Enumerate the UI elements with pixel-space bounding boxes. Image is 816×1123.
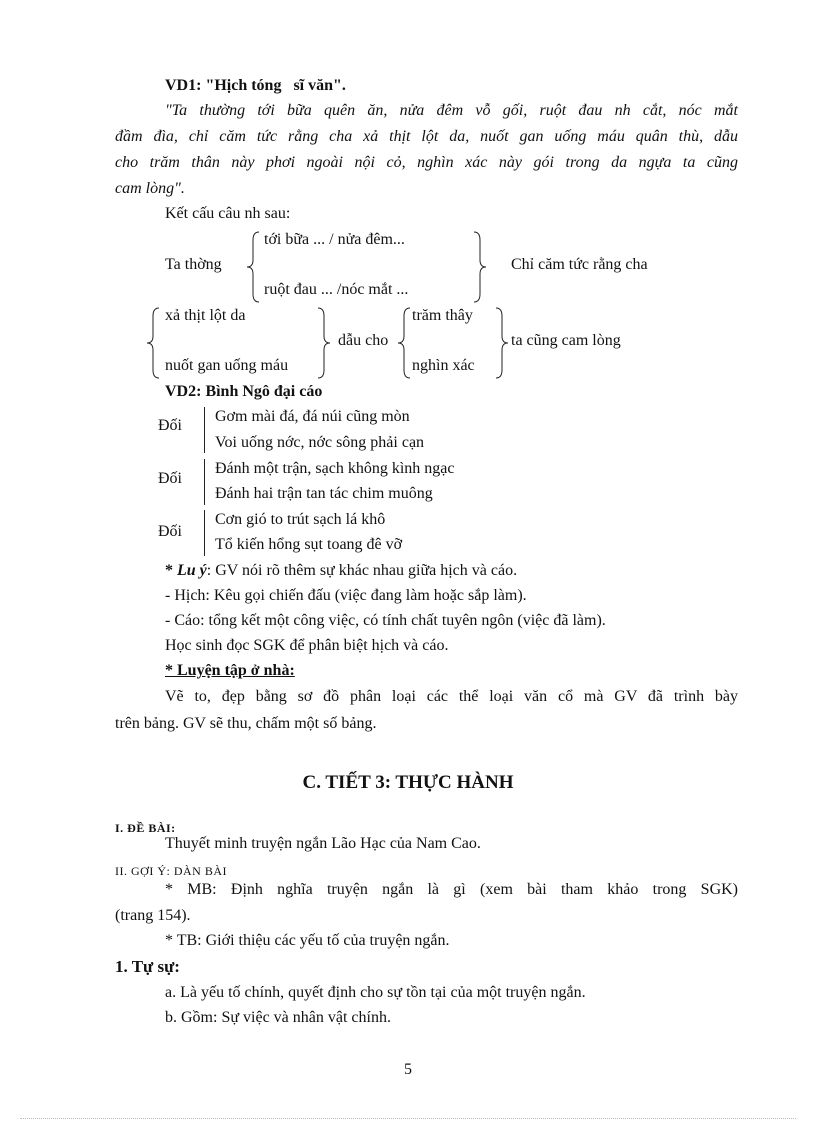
right-brace-1	[472, 230, 488, 304]
branch2-top: xả thịt lột da	[165, 307, 246, 324]
item-a: a. Là yếu tố chính, quyết định cho sự tồn tại của một truyện ngắn.	[165, 984, 586, 1001]
branch2-bottom: nuốt gan uống máu	[165, 357, 289, 374]
note-label: Lu ý	[177, 562, 207, 579]
right-brace-2	[316, 306, 332, 380]
pair-2-line-2: Đánh hai trận tan tác chim muông	[215, 485, 433, 502]
left-brace-1	[245, 230, 261, 304]
pair-2-bar	[204, 459, 205, 505]
note-cao: - Cáo: tổng kết một công việc, có tính chất tuyên ngôn (việc đã làm).	[165, 612, 606, 629]
left-brace-2	[145, 306, 161, 380]
note-hich: - Hịch: Kêu gọi chiến đấu (việc đang làm hoặc sắp làm).	[165, 587, 527, 604]
item-b: b. Gồm: Sự việc và nhân vật chính.	[165, 1009, 391, 1026]
note-line	[165, 561, 517, 581]
page-bottom-dotted-rule	[20, 1118, 796, 1119]
de-bai-text: Thuyết minh truyện ngắn Lão Hạc của Nam Cao.	[165, 835, 481, 852]
pair-1-line-2: Voi uống nớc, nớc sông phải cạn	[215, 434, 425, 451]
pair-2-line-1: Đánh một trận, sạch không kình ngạc	[215, 460, 455, 477]
dau-cho-label: dẫu cho	[338, 332, 389, 349]
branch3-top: trăm thây	[412, 307, 473, 324]
right-brace-3	[494, 306, 510, 380]
vd2-heading: VD2: Bình Ngô đại cáo	[165, 383, 323, 400]
de-bai-heading: I. ĐỀ BÀI:	[115, 821, 176, 835]
pair-1-line-1: Gơm mài đá, đá núi cũng mòn	[215, 408, 410, 425]
note-text: : GV nói rõ thêm sự khác nhau giữa hịch và cáo.	[206, 562, 518, 579]
pair-3-line-2: Tổ kiến hổng sụt toang đê vỡ	[215, 536, 403, 553]
pair-3-line-1: Cơn gió to trút sạch lá khô	[215, 511, 386, 528]
mb-line-2: (trang 154).	[115, 907, 191, 924]
pair-3-label: Đối	[158, 523, 182, 540]
note-read: Học sinh đọc SGK để phân biệt hịch và cáo.	[165, 637, 449, 654]
section-c-title: C. TIẾT 3: THỰC HÀNH	[302, 772, 514, 793]
branch1-result: Chỉ căm tức rằng cha	[511, 256, 648, 273]
vd1-quote-line-4: cam lòng".	[115, 180, 185, 197]
vd1-quote-line-2: đầm đìa, chỉ căm tức rằng cha xả thịt lột da, nuốt gan uống máu quân thù, dẫu	[115, 128, 738, 145]
pair-3-bar	[204, 510, 205, 556]
vd1-heading	[165, 76, 346, 96]
tu-su-heading: 1. Tự sự:	[115, 957, 180, 976]
pair-1-bar	[204, 407, 205, 453]
left-brace-3	[396, 306, 412, 380]
structure-intro: Kết cấu câu nh sau:	[165, 205, 291, 222]
page-number: 5	[404, 1061, 412, 1078]
vd1-quote-line-1: "Ta thường tới bữa quên ăn, nửa đêm vỗ gối, ruột đau nh cắt, nóc mắt	[165, 102, 738, 119]
vd1-quote-line-3: cho trăm thân này phơi ngoài nội cỏ, nghìn xác này gói trong da ngựa ta cũng	[115, 154, 738, 171]
branch3-result: ta cũng cam lòng	[511, 332, 621, 349]
mb-line-1: * MB: Định nghĩa truyện ngắn là gì (xem bài tham khảo trong SGK)	[165, 881, 738, 898]
vd1-heading-bold: VD1: "Hịch tóng	[165, 77, 282, 94]
goi-y-heading: II. GỢI Ý: DÀN BÀI	[115, 864, 227, 878]
homework-line-2: trên bảng. GV sẽ thu, chấm một số bảng.	[115, 715, 377, 732]
ta-thuong-label: Ta thờng	[165, 256, 222, 273]
branch1-bottom: ruột đau ... /nóc mắt ...	[264, 281, 409, 298]
homework-line-1: Vẽ to, đẹp bằng sơ đồ phân loại các thể loại văn cổ mà GV đã trình bày	[165, 688, 738, 705]
pair-1-label: Đối	[158, 417, 182, 434]
pair-2-label: Đối	[158, 470, 182, 487]
homework-heading: * Luyện tập ở nhà:	[165, 662, 295, 679]
tb-line: * TB: Giới thiệu các yếu tố của truyện ngắn.	[165, 932, 450, 949]
note-star: *	[165, 562, 177, 579]
branch1-top: tới bữa ... / nửa đêm...	[264, 231, 405, 248]
vd1-heading-rest: sĩ văn".	[293, 77, 346, 94]
branch3-bottom: nghìn xác	[412, 357, 475, 374]
